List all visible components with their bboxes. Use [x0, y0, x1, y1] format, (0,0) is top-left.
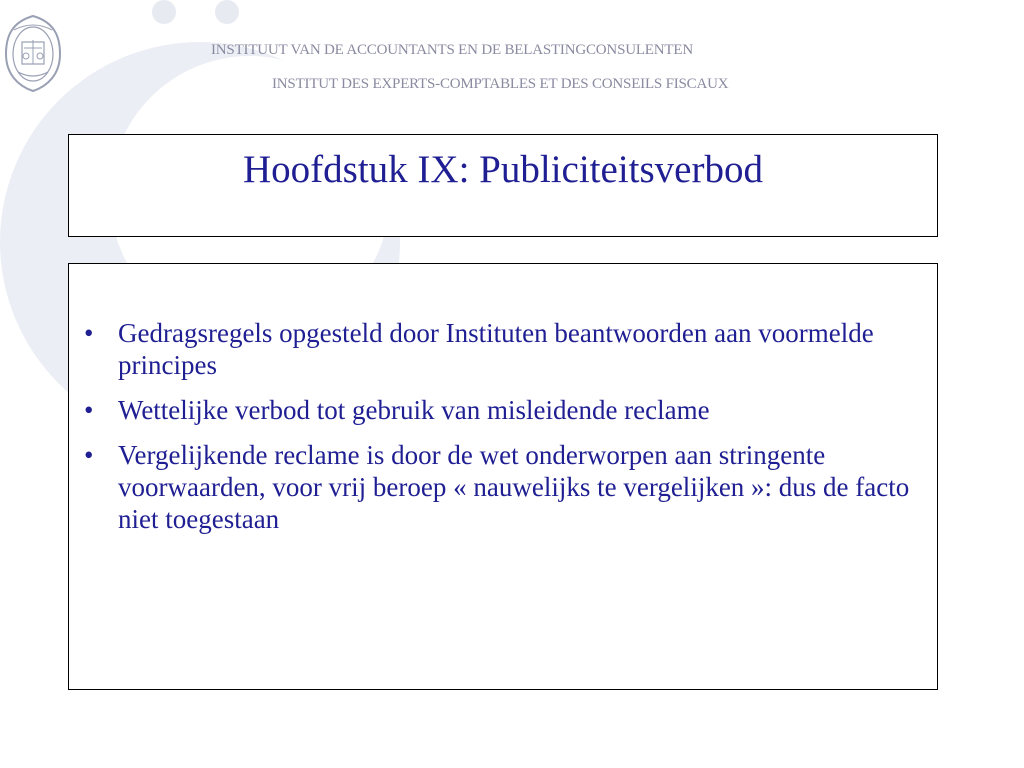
institute-seal-icon	[2, 14, 64, 94]
bullet-marker: •	[84, 318, 94, 348]
slide-title-box	[68, 134, 938, 237]
bullet-item	[84, 394, 921, 426]
bullet-list	[69, 264, 937, 535]
bullet-item	[84, 439, 921, 535]
slide-title: Hoofdstuk IX: Publiciteitsverbod	[243, 148, 763, 191]
bullet-marker: •	[84, 440, 94, 470]
org-name-dutch: INSTITUUT VAN DE ACCOUNTANTS EN DE BELASTINGCONSULENTEN	[211, 42, 693, 58]
bullet-text: Wettelijke verbod tot gebruik van misleidende reclame	[118, 395, 710, 425]
org-name-french: INSTITUT DES EXPERTS-COMPTABLES ET DES CONSEILS FISCAUX	[272, 76, 729, 92]
bullet-item	[84, 317, 921, 381]
slide-content-box	[68, 263, 938, 690]
bullet-text: Vergelijkende reclame is door de wet onderworpen aan stringente voorwaarden, voor vrij beroep « nauwelijks te vergelijken »: dus de facto niet toegestaan	[118, 440, 910, 534]
bullet-marker: •	[84, 395, 94, 425]
bullet-text: Gedragsregels opgesteld door Instituten beantwoorden aan voormelde principes	[118, 318, 874, 380]
decor-dot	[215, 0, 239, 24]
decor-dot	[152, 0, 176, 24]
